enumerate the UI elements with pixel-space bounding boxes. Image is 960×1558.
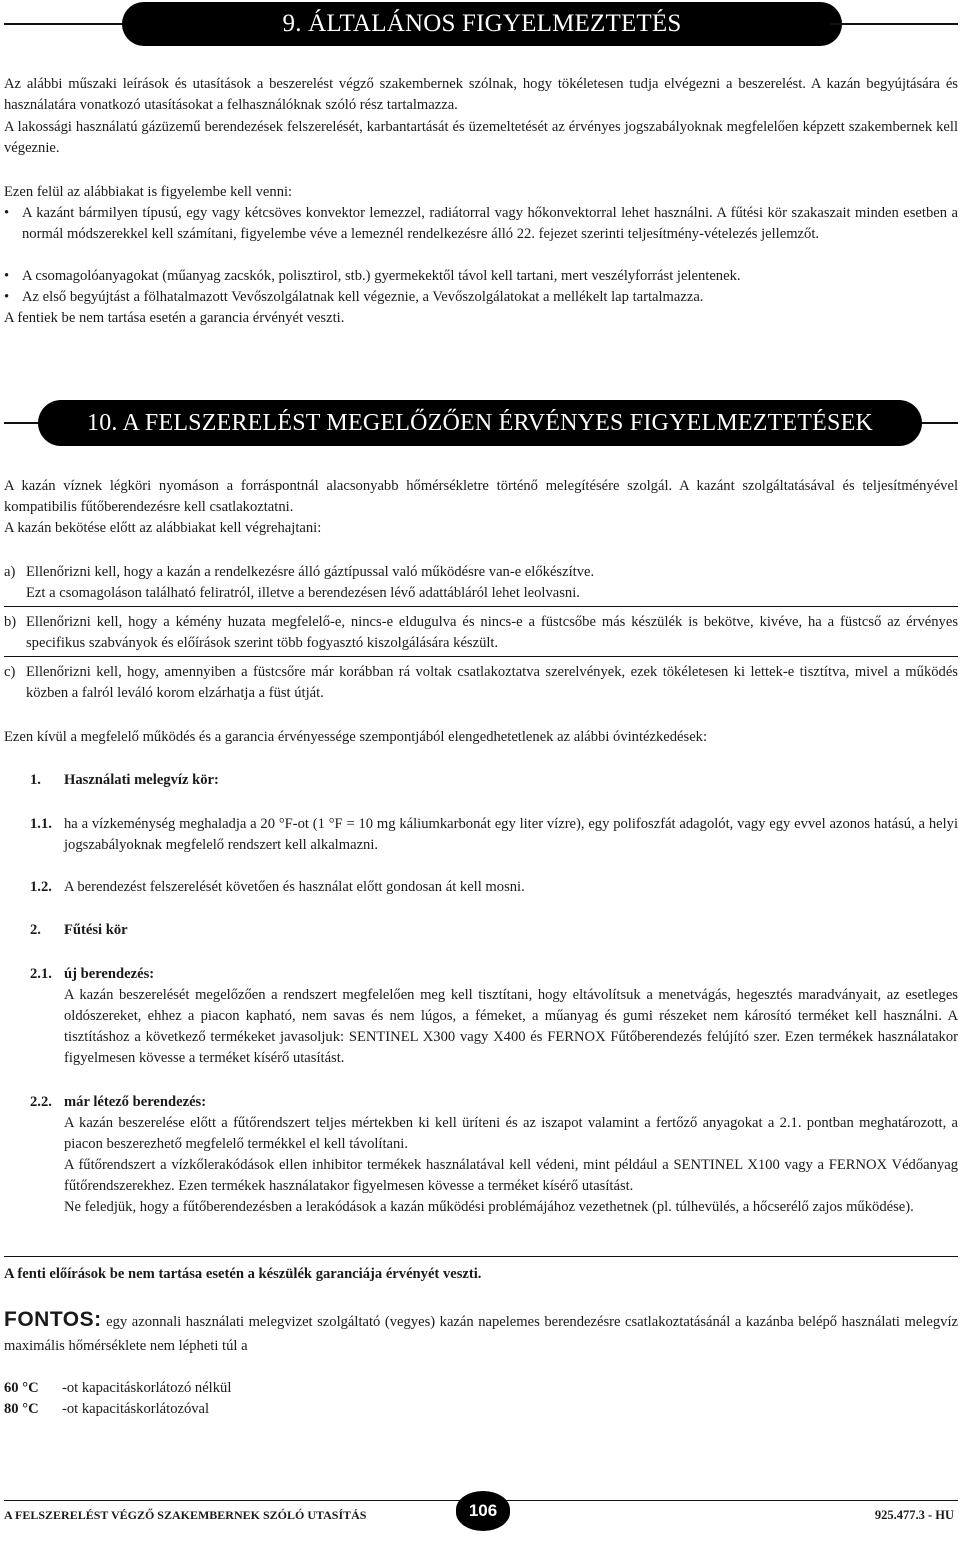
section9-closing: A fentiek be nem tartása esetén a garancia érvényét veszti. bbox=[4, 310, 345, 326]
section9-bullet-3: • Az első begyújtást a fölhatalmazott Vevőszolgálatnak kell végeznie, a Vevőszolgálatokat a mellékelt lap tartalmazza. bbox=[4, 287, 958, 308]
section10-title: 10. A FELSZERELÉST MEGELŐZŐEN ÉRVÉNYES FIGYELMEZTETÉSEK bbox=[38, 400, 922, 446]
section9-intro2: A lakossági használatú gázüzemű berendezések felszerelését, karbantartását és üzemeltetését az érvényes jogszabályoknak megfelelően képzett szakembernek kell végeznie. bbox=[4, 119, 958, 156]
check-item-b: b) Ellenőrizni kell, hogy a kémény huzata megfelelő-e, nincs-e eldugulva és nincs-e a füstcsőbe más készülék is bekötve, kivéve, ha a füstcső az érvényes specifikus szabványok és előírások szerint több fogyasztó kiszolgálására készült. bbox=[4, 614, 958, 651]
check-item-a: a) Ellenőrizni kell, hogy a kazán a rendelkezésre álló gáztípussal való működésre van-e előkészítve. Ezt a csomagoláson található feliratról, illetve a berendezésen lévő adattábláról lehet leolvasni. bbox=[4, 564, 595, 601]
item-2: 2. Fűtési kör bbox=[30, 922, 128, 938]
divider-warning bbox=[4, 1256, 958, 1257]
item-1-1: 1.1. ha a vízkeménység meghaladja a 20 °F-ot (1 °F = 10 mg káliumkarbonát egy liter vízre), egy polifoszfát adagolót, vagy egy evvel azonos hatású, a helyi jogszabályoknak megfelelő rendszert kell alkalmazni. bbox=[30, 816, 958, 853]
fontos-note bbox=[4, 1308, 958, 1358]
temp-row-1: 60 °C -ot kapacitáskorlátozó nélkül bbox=[4, 1380, 232, 1396]
section9-bullet-1: • A kazánt bármilyen típusú, egy vagy kétcsöves konvektor lemezzel, radiátorral vagy hőkonvektorral lehet használni. A fűtési kör szakaszait minden esetben a normál módszerekkel kell számítani, figyelembe véve a lemeznél rendelkezésre álló 22. fejezet szerinti teljesítmény-vételezés jellemzőt. bbox=[4, 205, 958, 242]
section9-rule-right bbox=[830, 23, 958, 25]
divider-b bbox=[4, 656, 958, 657]
item-2-1: 2.1. új berendezés: A kazán beszerelését megelőzően a rendszert megfelelően meg kell tisztítani, hogy eltávolítsuk a menetvágás, hegesztés maradványait, az esetleges oldószereket, ehhez a piacon kapható, nem savas és nem lúgos, a fémeket, a műanyag és gumi részeket nem károsító terméket kell használni. A tisztításhoz a következő termékeket javasoljuk: SENTINEL X300 vagy X400 és FERNOX Fűtőberendezés felújító szer. Ezen termékek használatakor figyelmesen kövesse a terméket kísérő utasítást. bbox=[30, 966, 958, 1066]
section10-intro2: A kazán bekötése előtt az alábbiakat kell végrehajtani: bbox=[4, 520, 322, 536]
bullet-icon: • bbox=[4, 268, 10, 284]
section9-lead: Ezen felül az alábbiakat is figyelembe kell venni: bbox=[4, 184, 293, 200]
section9-title: 9. ÁLTALÁNOS FIGYELMEZTETÉS bbox=[122, 2, 842, 46]
divider-a bbox=[4, 606, 958, 607]
document-code: 925.477.3 - HU bbox=[874, 1508, 954, 1522]
precautions-lead: Ezen kívül a megfelelő működés és a garancia érvényessége szempontjából elengedhetetlenek az alábbi óvintézkedések: bbox=[4, 729, 708, 745]
check-item-c: c) Ellenőrizni kell, hogy, amennyiben a füstcsőre már korábban rá voltak csatlakoztatva szerelvények, ezek tökéletesen ki lettek-e tisztítva, mivel a működés közben a falról leváló korom elzárhatja a füst útját. bbox=[4, 664, 958, 701]
section9-bullet-2: • A csomagolóanyagokat (műanyag zacskók, polisztirol, stb.) gyermekektől távol kell tartani, mert veszélyforrást jelentenek. bbox=[4, 266, 958, 287]
section10-intro1: A kazán víznek légköri nyomáson a forráspontnál alacsonyabb hőmérsékletre történő melegítésére szolgál. A kazánt szolgáltatásával és teljesítményével kompatibilis fűtőberendezésre kell csatlakoztatni. bbox=[4, 478, 958, 515]
bullet-icon: • bbox=[4, 289, 10, 305]
fontos-label: FONTOS: bbox=[4, 1308, 102, 1331]
warning-text: A fenti előírások be nem tartása esetén a készülék garanciája érvényét veszti. bbox=[4, 1266, 482, 1282]
fontos-text: egy azonnali használati melegvizet szolgáltató (vegyes) kazán napelemes berendezésre csatlakoztatásánál a kazánba belépő használati melegvíz maximális hőmérséklete nem lépheti túl a bbox=[4, 1314, 958, 1354]
item-1: 1. Használati melegvíz kör: bbox=[30, 772, 219, 788]
bullet-icon: • bbox=[4, 205, 10, 221]
item-2-2: 2.2. már létező berendezés: A kazán beszerelése előtt a fűtőrendszert teljes mértekben ki kell üríteni és az iszapot valamint a fertőző anyagokat a 2.1. pontban meghatározott, a piacon beszerezhető megfelelő termékkel el kell távolítani. A fűtőrendszert a vízkőlerakódások ellen inhibitor termékek használatával kell védeni, mint például a SENTINEL X100 vagy a FERNOX Védőanyag fűtőrendszerekhez. Ezen termékek használatakor figyelmesen kövesse a terméket kísérő utasítást. Ne feledjük, hogy a fűtőberendezésben a lerakódások a kazán működési problémájához vezethetnek (pl. túlhevülés, a hőcserélő zajos működése). bbox=[30, 1094, 958, 1215]
page-number: 106 bbox=[456, 1491, 510, 1531]
section9-intro1: Az alábbi műszaki leírások és utasítások a beszerelést végző szakembernek szólnak, hogy tökéletesen tudja elvégezni a beszerelést. A kazán begyújtására és használatára vonatkozó utasításokat a felhasználóknak szóló rész tartalmazza. bbox=[4, 76, 958, 113]
temp-row-2: 80 °C -ot kapacitáskorlátozóval bbox=[4, 1401, 210, 1417]
footer-title: A FELSZERELÉST VÉGZŐ SZAKEMBERNEK SZÓLÓ UTASÍTÁS bbox=[4, 1508, 367, 1522]
item-1-2: 1.2. A berendezést felszerelését követően és használat előtt gondosan át kell mosni. bbox=[30, 879, 525, 895]
